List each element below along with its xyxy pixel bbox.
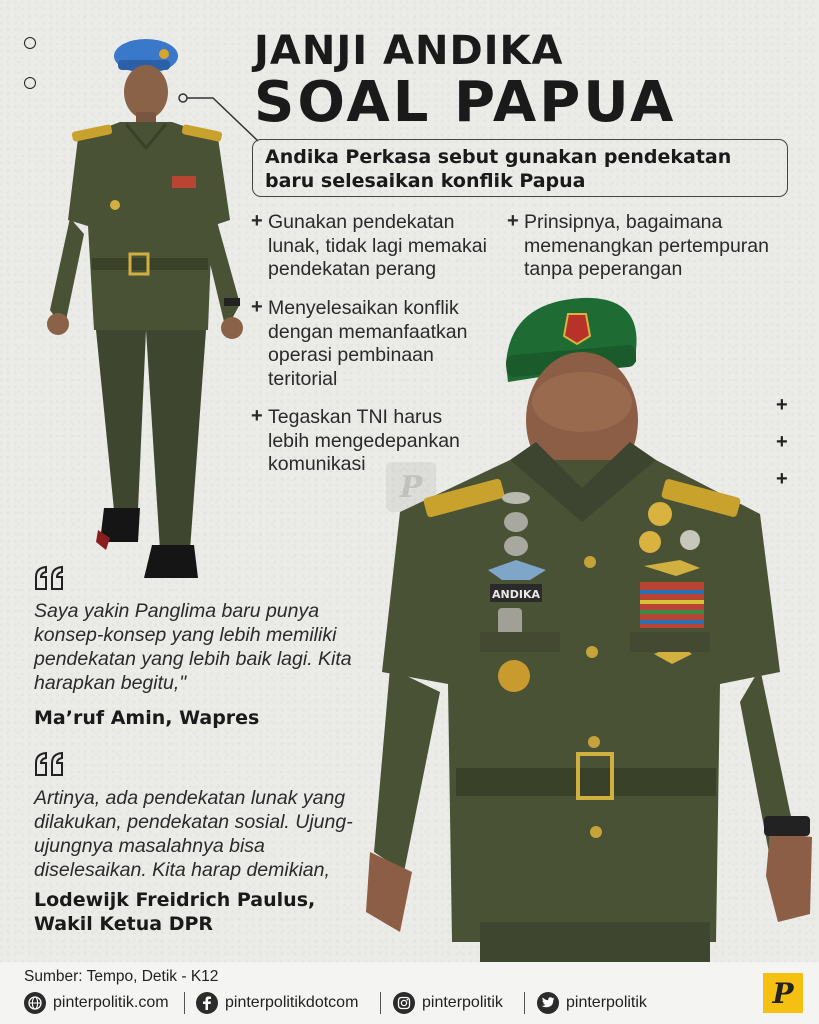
quote-1-text: Saya yakin Panglima baru punya konsep-konsep yang lebih memiliki pendekatan yang lebih baik lagi. Kita harapkan begitu,"	[34, 600, 352, 694]
bullet-point-1-text: Gunakan pendekatan lunak, tidak lagi memakai pendekatan perang	[268, 211, 487, 280]
title-line-1: JANJI ANDIKA	[254, 28, 564, 74]
footer-divider	[184, 992, 185, 1014]
social-facebook[interactable]	[196, 989, 358, 1017]
watermark-logo: P	[386, 462, 436, 512]
facebook-icon	[196, 992, 218, 1014]
quote-1-author: Ma’ruf Amin, Wapres	[34, 707, 260, 729]
social-instagram-label: pinterpolitik	[422, 994, 503, 1011]
social-facebook-label: pinterpolitikdotcom	[225, 994, 359, 1011]
plus-decoration-1: +	[776, 394, 788, 416]
quote-mark-icon	[34, 751, 66, 777]
bullet-point-2-text: Menyelesaikan konflik dengan memanfaatkan operasi pembinaan teritorial	[268, 297, 468, 390]
plus-icon: +	[251, 296, 263, 318]
social-twitter[interactable]	[537, 989, 647, 1017]
bullet-point-3-text: Tegaskan TNI harus lebih mengedepankan komunikasi	[268, 406, 460, 475]
social-website[interactable]	[24, 989, 169, 1017]
bullet-point-1	[251, 210, 498, 282]
social-website-label: pinterpolitik.com	[53, 994, 169, 1011]
footer-divider	[524, 992, 525, 1014]
plus-icon: +	[251, 210, 263, 232]
subtitle-box	[252, 139, 788, 197]
soldier-portrait-photo	[360, 292, 819, 962]
plus-decoration-2: +	[776, 431, 788, 453]
quote-2-author-title: Wakil Ketua DPR	[34, 913, 214, 935]
footer-divider	[380, 992, 381, 1014]
plus-decoration-3: +	[776, 468, 788, 490]
plus-icon: +	[507, 210, 519, 232]
quote-2-text: Artinya, ada pendekatan lunak yang dilakukan, pendekatan sosial. Ujung-ujungnya masalahnya bisa diselesaikan. Kita harap demikian,	[34, 787, 353, 881]
bullet-point-4-text: Prinsipnya, bagaimana memenangkan pertempuran tanpa peperangan	[524, 211, 769, 280]
quote-mark-icon	[34, 565, 66, 591]
subtitle-text: Andika Perkasa sebut gunakan pendekatan baru selesaikan konflik Papua	[265, 146, 732, 192]
title-line-2: SOAL PAPUA	[254, 70, 677, 135]
social-instagram[interactable]	[393, 989, 503, 1017]
plus-icon: +	[251, 405, 263, 427]
soldier-walking-photo	[40, 30, 250, 585]
instagram-icon	[393, 992, 415, 1014]
name-tag-text: ANDIKA	[492, 588, 540, 601]
quote-2-author-name: Lodewijk Freidrich Paulus,	[34, 889, 316, 911]
source-text: Sumber: Tempo, Detik - K12	[24, 968, 219, 985]
pinterpolitik-logo: P	[763, 973, 803, 1013]
globe-icon	[24, 992, 46, 1014]
bullet-point-4	[507, 210, 789, 282]
social-twitter-label: pinterpolitik	[566, 994, 647, 1011]
twitter-icon	[537, 992, 559, 1014]
